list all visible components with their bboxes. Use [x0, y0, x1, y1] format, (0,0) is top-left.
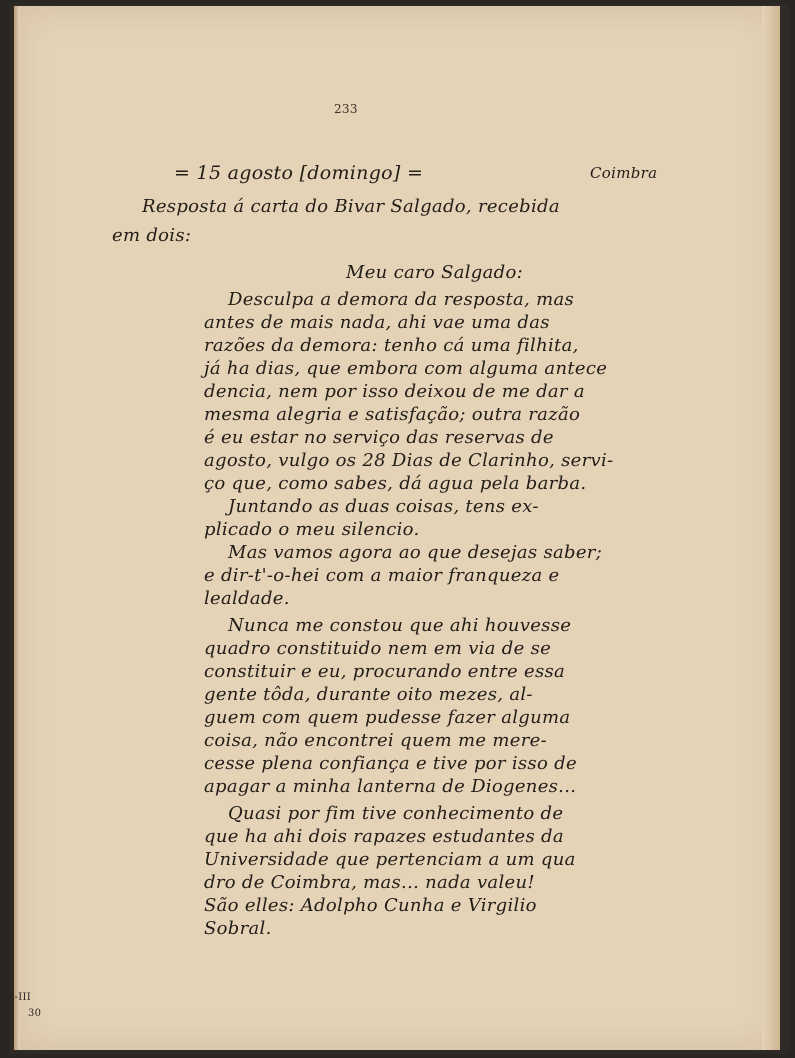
text-line: é eu estar no serviço das reservas de [204, 427, 554, 448]
text-line: coisa, não encontrei quem me mere- [204, 730, 547, 751]
text-line: São elles: Adolpho Cunha e Virgilio [204, 895, 537, 916]
text-line: agosto, vulgo os 28 Dias de Clarinho, servi- [204, 450, 614, 471]
text-line: antes de mais nada, ahi vae uma das [204, 312, 550, 333]
text-line: guem com quem pudesse fazer alguma [204, 707, 571, 728]
text-line: ço que, como sabes, dá agua pela barba. [204, 473, 587, 494]
text-line: Mas vamos agora ao que desejas saber; [228, 542, 603, 563]
text-line: lealdade. [204, 588, 290, 609]
text-line: e dir-t'-o-hei com a maior franqueza e [204, 565, 560, 586]
text-line: Juntando as duas coisas, tens ex- [228, 496, 539, 517]
text-line: cesse plena confiança e tive por isso de [204, 753, 577, 774]
text-line: dencia, nem por isso deixou de me dar a [204, 381, 585, 402]
text-line: em dois: [112, 225, 192, 246]
text-line: plicado o meu silencio. [204, 519, 420, 540]
letter-date: = 15 agosto [domingo] = [174, 162, 424, 184]
page-gutter [14, 6, 20, 1050]
page-edge [762, 6, 780, 1050]
manuscript-page [14, 6, 780, 1050]
text-line: apagar a minha lanterna de Diogenes... [204, 776, 577, 797]
text-line: dro de Coimbra, mas... nada valeu! [204, 872, 535, 893]
salutation: Meu caro Salgado: [346, 262, 523, 283]
margin-note-bottom: 30 [28, 1008, 42, 1019]
text-line: já ha dias, que embora com alguma antece [204, 358, 608, 379]
text-line: Quasi por fim tive conhecimento de [228, 803, 564, 824]
text-line: Sobral. [204, 918, 272, 939]
text-line: mesma alegria e satisfação; outra razão [204, 404, 581, 425]
text-line: que ha ahi dois rapazes estudantes da [204, 826, 564, 847]
letter-place: Coimbra [590, 164, 658, 182]
page-number: 233 [334, 102, 358, 116]
text-line: Desculpa a demora da resposta, mas [228, 289, 575, 310]
text-line: gente tôda, durante oito mezes, al- [204, 684, 533, 705]
text-line: Universidade que pertenciam a um qua [204, 849, 576, 870]
text-line: quadro constituido nem em via de se [204, 638, 552, 659]
text-line: constituir e eu, procurando entre essa [204, 661, 566, 682]
text-line: Nunca me constou que ahi houvesse [228, 615, 572, 636]
margin-note-top: M-III [4, 992, 31, 1003]
text-line: razões da demora: tenho cá uma filhita, [204, 335, 579, 356]
text-line: Resposta á carta do Bivar Salgado, recebida [142, 196, 560, 217]
